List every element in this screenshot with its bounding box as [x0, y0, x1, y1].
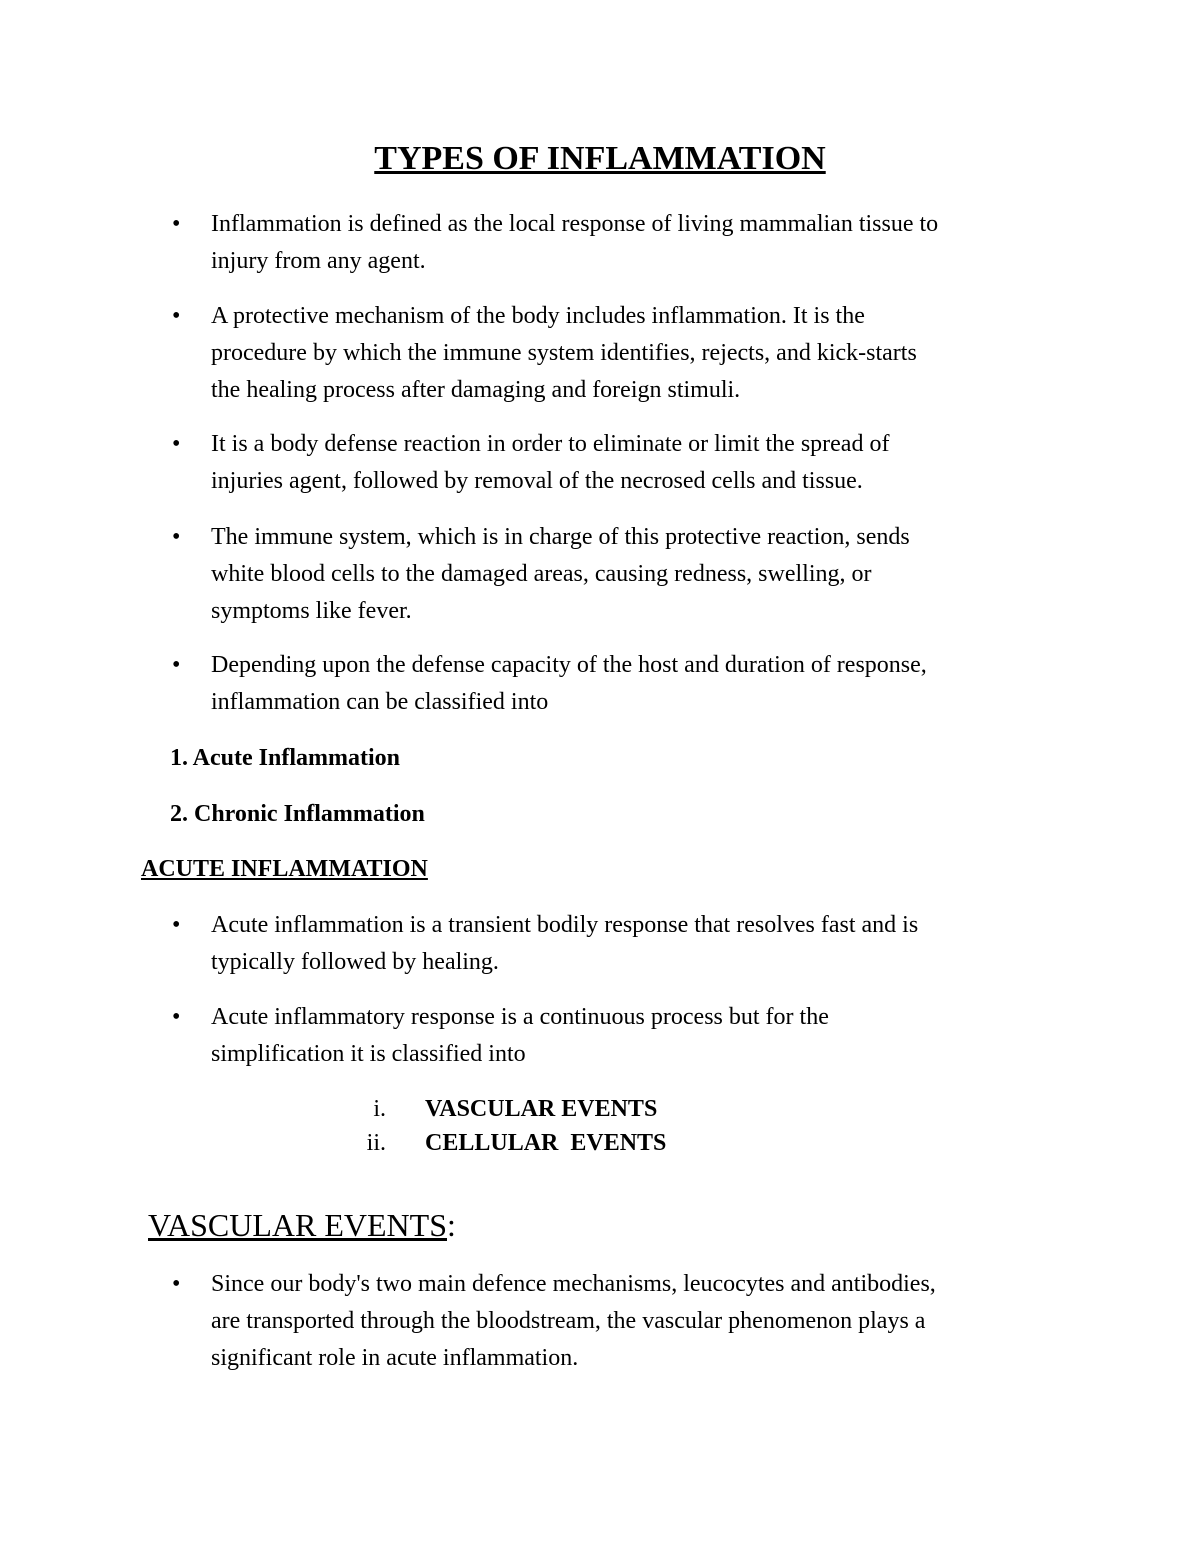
bullet-paragraph [211, 298, 1091, 409]
bullet-paragraph [211, 519, 1091, 630]
bullet-line: injuries agent, followed by removal of the necrosed cells and tissue. [211, 468, 863, 494]
bullet-line: Depending upon the defense capacity of the host and duration of response, [211, 652, 927, 678]
bullet-line: white blood cells to the damaged areas, causing redness, swelling, or [211, 561, 872, 587]
bullet-icon: • [172, 431, 181, 457]
section-heading-acute: ACUTE INFLAMMATION [141, 856, 428, 882]
bullet-icon: • [172, 1271, 181, 1297]
vascular-heading-text: VASCULAR EVENTS [148, 1207, 447, 1243]
bullet-paragraph [211, 1266, 1091, 1377]
event-item-cellular: CELLULAR EVENTS [425, 1130, 667, 1156]
bullet-paragraph [211, 206, 1091, 280]
bullet-paragraph [211, 999, 1091, 1073]
bullet-paragraph [211, 426, 1091, 500]
bullet-line: are transported through the bloodstream, the vascular phenomenon plays a [211, 1308, 926, 1334]
bullet-line: typically followed by healing. [211, 949, 499, 975]
roman-numeral: i. [373, 1096, 386, 1122]
bullet-line: injury from any agent. [211, 248, 426, 274]
bullet-line: simplification it is classified into [211, 1041, 526, 1067]
bullet-line: inflammation can be classified into [211, 689, 549, 715]
bullet-line: procedure by which the immune system identifies, rejects, and kick-starts [211, 340, 917, 366]
bullet-icon: • [172, 524, 181, 550]
bullet-line: It is a body defense reaction in order to eliminate or limit the spread of [211, 431, 890, 457]
bullet-line: Since our body's two main defence mechanisms, leucocytes and antibodies, [211, 1271, 936, 1297]
bullet-line: symptoms like fever. [211, 598, 412, 624]
event-item-vascular: VASCULAR EVENTS [425, 1096, 658, 1122]
bullet-icon: • [172, 912, 181, 938]
bullet-line: The immune system, which is in charge of this protective reaction, sends [211, 524, 910, 550]
bullet-icon: • [172, 303, 181, 329]
bullet-line: A protective mechanism of the body includes inflammation. It is the [211, 303, 865, 329]
bullet-icon: • [172, 652, 181, 678]
page-title: TYPES OF INFLAMMATION [374, 140, 826, 177]
bullet-line: Acute inflammation is a transient bodily response that resolves fast and is [211, 912, 919, 938]
bullet-line: significant role in acute inflammation. [211, 1345, 579, 1371]
classification-item-chronic: 2. Chronic Inflammation [170, 801, 425, 827]
bullet-paragraph [211, 907, 1091, 981]
classification-item-acute: 1. Acute Inflammation [170, 745, 400, 771]
section-heading-vascular [148, 1205, 456, 1245]
roman-numeral: ii. [366, 1130, 386, 1156]
bullet-icon: • [172, 211, 181, 237]
bullet-line: the healing process after damaging and foreign stimuli. [211, 377, 741, 403]
vascular-heading-colon: : [447, 1207, 456, 1243]
bullet-line: Acute inflammatory response is a continuous process but for the [211, 1004, 829, 1030]
bullet-paragraph [211, 647, 1091, 721]
bullet-icon: • [172, 1004, 181, 1030]
bullet-line: Inflammation is defined as the local response of living mammalian tissue to [211, 211, 939, 237]
